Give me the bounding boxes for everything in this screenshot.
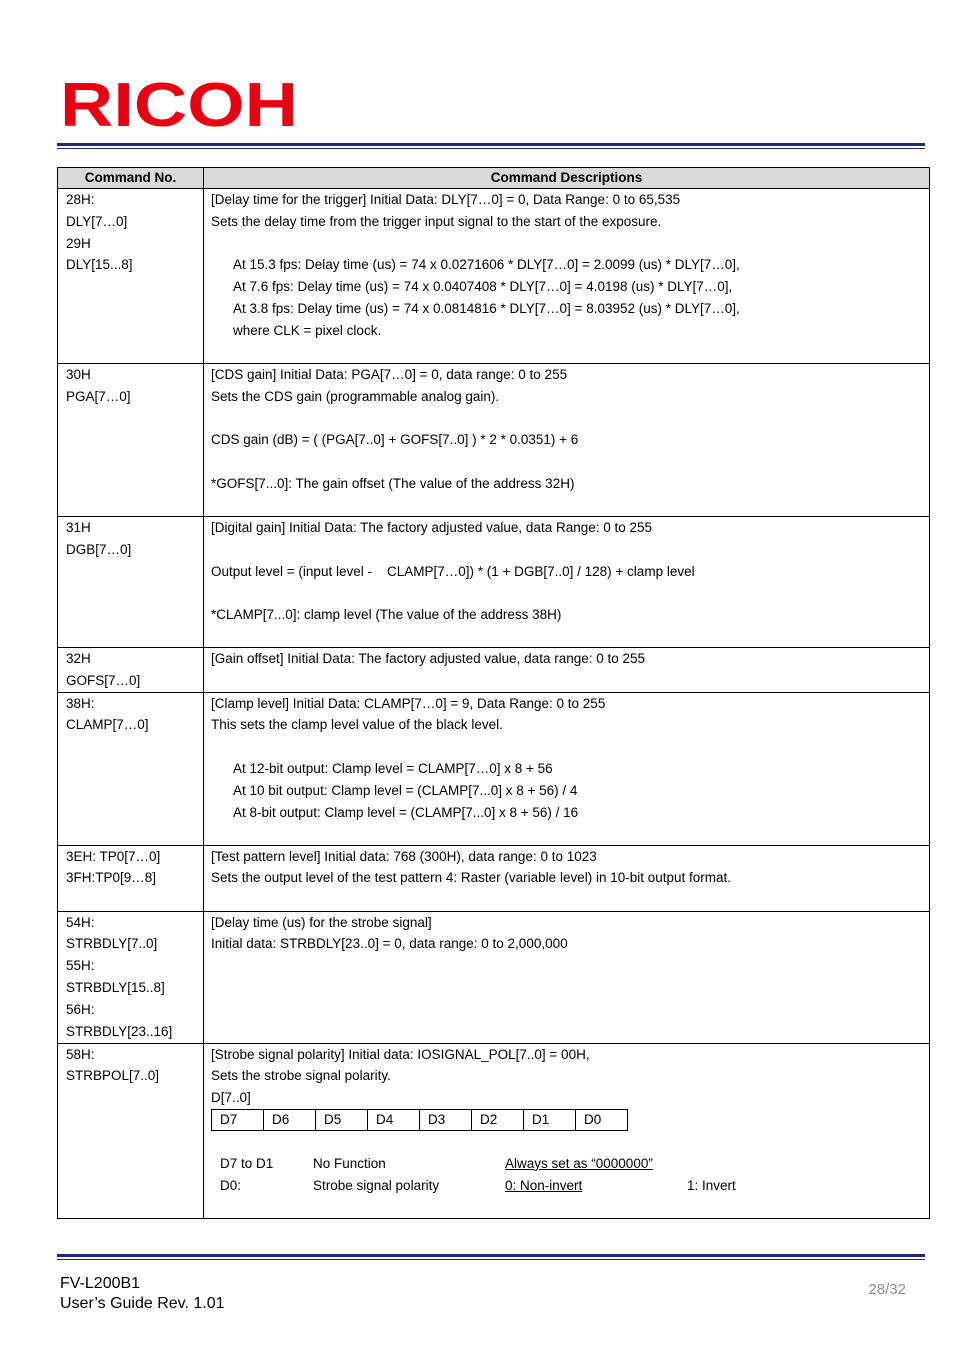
header-command-no: Command No.	[58, 168, 204, 189]
command-line: 30H	[66, 367, 91, 382]
bit-value-0: Always set as “0000000”	[505, 1155, 653, 1171]
footer-model: FV-L200B1	[60, 1275, 141, 1292]
description-line: [Test pattern level] Initial data: 768 (300H), data range: 0 to 1023	[211, 848, 597, 864]
description-cell	[204, 845, 930, 911]
description-line: Sets the output level of the test pattern 4: Raster (variable level) in 10-bit output format.	[211, 870, 732, 886]
command-line: 3FH:TP0[9…8]	[66, 870, 157, 886]
header-command-descriptions: Command Descriptions	[204, 168, 930, 189]
description-cell	[204, 911, 930, 1043]
command-line: 29H	[66, 235, 91, 251]
command-line: 54H:	[66, 914, 95, 930]
command-cell	[58, 845, 204, 911]
description-cell	[204, 517, 930, 648]
description-line	[211, 736, 929, 758]
bit-map-table	[211, 1109, 628, 1131]
description-line	[211, 233, 929, 255]
bit-description-row	[211, 1175, 929, 1197]
command-line: 58H:	[66, 1046, 95, 1062]
bit-function: No Function	[313, 1155, 386, 1171]
table-row	[58, 189, 930, 364]
command-cell	[58, 692, 204, 845]
description-cell	[204, 189, 930, 364]
description-cell	[204, 364, 930, 517]
table-row	[58, 1043, 930, 1218]
description-line	[211, 451, 929, 473]
bit-range: D7 to D1	[220, 1155, 274, 1171]
bit-description-row	[211, 1153, 929, 1175]
bit-cell: D5	[316, 1109, 368, 1130]
description-line: *CLAMP[7...0]: clamp level (The value of the address 38H)	[211, 607, 562, 623]
footer-rule	[57, 1254, 925, 1260]
description-line: D[7..0]	[211, 1090, 251, 1106]
description-line: [Delay time for the trigger] Initial Data: DLY[7…0] = 0, Data Range: 0 to 65,535	[211, 192, 681, 207]
bit-cell: D0	[576, 1109, 628, 1130]
description-line: where CLK = pixel clock.	[233, 322, 382, 338]
description-line: This sets the clamp level value of the black level.	[211, 717, 503, 733]
bit-cell: D6	[264, 1109, 316, 1130]
command-cell	[58, 364, 204, 517]
command-cell	[58, 189, 204, 364]
bit-function: Strobe signal polarity	[313, 1177, 440, 1193]
description-line: *GOFS[7...0]: The gain offset (The value of the address 32H)	[211, 475, 575, 491]
table-row	[58, 648, 930, 693]
command-line: 55H:	[66, 958, 95, 974]
command-line: DLY[15...8]	[66, 257, 133, 273]
footer-guide: User’s Guide Rev. 1.01	[60, 1295, 225, 1312]
description-line: At 15.3 fps: Delay time (us) = 74 x 0.0271606 * DLY[7…0] = 2.0099 (us) * DLY[7…0],	[233, 257, 740, 273]
description-line: Initial data: STRBDLY[23..0] = 0, data range: 0 to 2,000,000	[211, 936, 568, 952]
bit-cell: D7	[212, 1109, 264, 1130]
description-line: Output level = (input level - CLAMP[7…0]) * (1 + DGB[7..0] / 128) + clamp level	[211, 563, 695, 579]
table-row	[58, 911, 930, 1043]
command-cell	[58, 911, 204, 1043]
command-line: 3EH: TP0[7…0]	[66, 848, 161, 864]
command-cell	[58, 1043, 204, 1218]
table-row	[58, 845, 930, 911]
description-cell	[204, 1043, 930, 1218]
page-number: 28/32	[868, 1281, 906, 1298]
description-line	[211, 582, 929, 604]
bit-cell: D3	[420, 1109, 472, 1130]
bit-cell: D2	[472, 1109, 524, 1130]
description-line: [Clamp level] Initial Data: CLAMP[7…0] = 9, Data Range: 0 to 255	[211, 695, 606, 711]
command-line: STRBDLY[15..8]	[66, 979, 165, 995]
command-line: 28H:	[66, 192, 95, 207]
table-row	[58, 517, 930, 648]
bit-range: D0:	[220, 1177, 242, 1193]
table-header-row	[58, 168, 930, 189]
description-line: [Gain offset] Initial Data: The factory adjusted value, data range: 0 to 255	[211, 651, 646, 666]
description-line: Sets the CDS gain (programmable analog gain).	[211, 388, 500, 404]
description-line: At 7.6 fps: Delay time (us) = 74 x 0.0407408 * DLY[7…0] = 4.0198 (us) * DLY[7…0],	[233, 279, 733, 295]
description-line: [CDS gain] Initial Data: PGA[7…0] = 0, data range: 0 to 255	[211, 367, 568, 382]
description-line: Sets the strobe signal polarity.	[211, 1068, 391, 1084]
description-line: At 10 bit output: Clamp level = (CLAMP[7...0] x 8 + 56) / 4	[233, 782, 578, 798]
command-line: CLAMP[7…0]	[66, 717, 149, 733]
table-row	[58, 364, 930, 517]
description-line	[211, 539, 929, 561]
command-line: GOFS[7…0]	[66, 672, 141, 688]
header-rule	[57, 143, 925, 149]
bit-cell: D1	[524, 1109, 576, 1130]
command-line: PGA[7…0]	[66, 388, 131, 404]
description-line: [Strobe signal polarity] Initial data: IOSIGNAL_POL[7..0] = 00H,	[211, 1046, 590, 1062]
command-cell	[58, 517, 204, 648]
description-line: [Delay time (us) for the strobe signal]	[211, 914, 432, 930]
command-cell	[58, 648, 204, 693]
bit-map-row	[212, 1109, 628, 1130]
command-line: 38H:	[66, 695, 95, 711]
description-line: At 12-bit output: Clamp level = CLAMP[7…0] x 8 + 56	[233, 760, 553, 776]
command-line: 32H	[66, 651, 91, 666]
command-line: 31H	[66, 520, 91, 535]
command-line: 56H:	[66, 1001, 95, 1017]
ricoh-logo	[60, 76, 300, 130]
description-line: [Digital gain] Initial Data: The factory adjusted value, data Range: 0 to 255	[211, 520, 653, 535]
command-line: DLY[7…0]	[66, 213, 128, 229]
description-line	[211, 408, 929, 430]
description-line: At 3.8 fps: Delay time (us) = 74 x 0.0814816 * DLY[7…0] = 8.03952 (us) * DLY[7…0],	[233, 300, 740, 316]
description-line: CDS gain (dB) = ( (PGA[7..0] + GOFS[7..0] ) * 2 * 0.0351) + 6	[211, 432, 579, 448]
description-line: At 8-bit output: Clamp level = (CLAMP[7...0] x 8 + 56) / 16	[233, 804, 579, 820]
bit-value-0: 0: Non-invert	[505, 1177, 583, 1193]
command-line: STRBDLY[23..16]	[66, 1023, 173, 1039]
command-line: STRBPOL[7..0]	[66, 1068, 160, 1084]
svg-text:RICOH: RICOH	[60, 76, 298, 130]
command-line: DGB[7…0]	[66, 541, 132, 557]
table-row	[58, 692, 930, 845]
command-line: STRBDLY[7..0]	[66, 936, 158, 952]
description-line: Sets the delay time from the trigger input signal to the start of the exposure.	[211, 213, 662, 229]
description-cell	[204, 692, 930, 845]
bit-cell: D4	[368, 1109, 420, 1130]
bit-value-1: 1: Invert	[687, 1177, 736, 1193]
command-table	[57, 167, 930, 1219]
description-cell	[204, 648, 930, 693]
